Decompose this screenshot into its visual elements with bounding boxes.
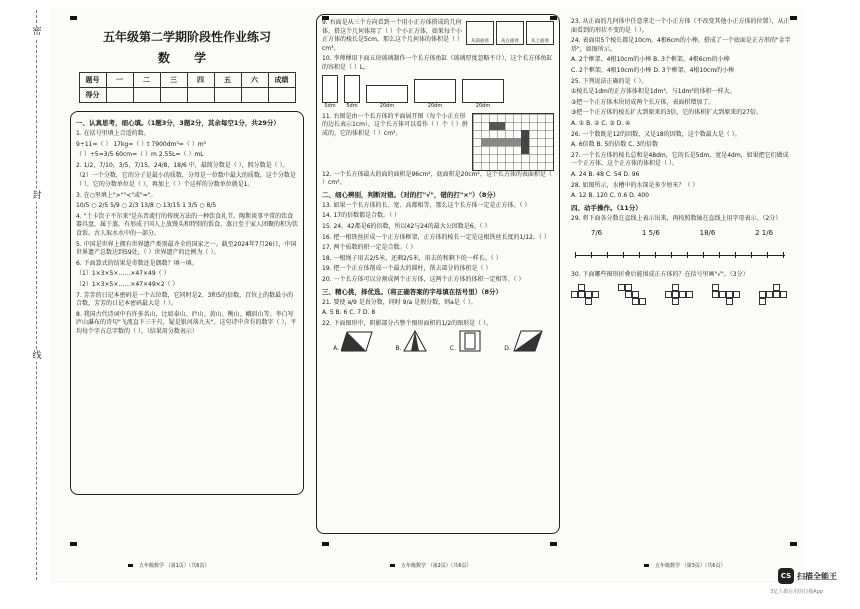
choice-options: A. ① B. ② C. ③ D. ④ <box>571 119 631 127</box>
score-cell: 三 <box>160 73 187 88</box>
fraction-value: 18/6 <box>699 229 716 238</box>
dim-label: 20dm <box>427 102 443 109</box>
cube-net[interactable] <box>712 284 746 306</box>
judgment: 17. 两个质数的积一定是合数。（ ） <box>322 244 417 252</box>
statement: ②把一个正方体木块切成两个长方体，表面积增加了。 <box>571 98 715 106</box>
question: 27. 一个长方体的棱长总和是48dm，它的长是5dm，宽是4dm，如果把它们做成一个正方体，这个正方体的体积是（ ）。 <box>571 151 789 168</box>
question: 11. 右图是由一个长方体的平面展开图（每个小正方形的边长表示1cm），这个长方体可以看作（ ）个（ ）拼成的，它的体积是（ ）cm³。 <box>322 112 468 137</box>
view-box: 从前面看 <box>466 21 494 45</box>
registration-mark <box>790 542 797 546</box>
fraction-value: 7/6 <box>590 229 603 238</box>
question: （ ）÷5=3/5 60cm=（ ）m 2.55L=（ ）mL <box>76 151 204 159</box>
question: 7. 芳芳的日记本密码是一个五位数，它同时是2、3和5的倍数，百位上的数最小的合数，芳芳的日记本密码最大是（ ）。 <box>76 291 294 308</box>
score-cell: 题号 <box>79 73 106 88</box>
question: 6. 下面算式的结果是奇数还是偶数？填一填。 <box>76 259 198 267</box>
statement: ①棱长是1dm的正方体体积是1dm³，与1dm³的体积一样大。 <box>571 88 736 96</box>
cube-net[interactable] <box>759 284 793 306</box>
question: 1. 在括号里填上合适的数。 <box>76 130 150 137</box>
score-cell: 得分 <box>79 88 106 103</box>
section-heading: 一、认真思考，细心填。（1题3分，3题2分，其余每空1分，共29分） <box>76 119 280 127</box>
score-cell: 五 <box>214 73 241 88</box>
glass-panel <box>414 79 456 103</box>
question: 23. 从正面的几何体中任意拿走一个小正方体（不改变其他小正方体的位置），从正面看到的形状不变的是（ ）。 <box>571 18 790 34</box>
page-footer <box>122 562 209 569</box>
question: 26. 一个数既是12的因数，又是18的因数，这个数最大是（ ）。 <box>571 130 741 138</box>
exam-subject: 数 学 <box>157 51 217 65</box>
judgment: 15. 24，42都是6的倍数，所以42与24的最大公因数是6。（ ） <box>322 222 491 230</box>
page-1 <box>70 14 304 534</box>
section-heading: 二、细心辨别，判断对错。（对的打"√"，错的打"×"）（8分） <box>322 190 500 199</box>
score-table <box>79 72 296 103</box>
glass-panel <box>462 79 504 103</box>
score-blank[interactable] <box>241 88 268 103</box>
dim-label: 20dm <box>475 102 491 109</box>
question: 30. 下面哪些图形折叠后能围成正方体的？在括号里画"√"。（3分） <box>571 271 749 279</box>
question: 5. 中国是世界上拥有世界遗产类别最齐全的国家之一。截至2024年7月26日，中国世界遗产总数达到59处，（ ）世界遗产的比例为（ ）。 <box>76 240 297 257</box>
page-2 <box>316 14 560 534</box>
dim-label: 5dm <box>324 102 336 109</box>
section-heading: 三、精心挑，择优选。（将正确答案的字母填在括号里）（8分） <box>322 287 503 296</box>
option-letter: A. <box>333 345 340 353</box>
judgment: 20. 一个长方体可以分割成两个正方体，这两个正方体的体积一定相等。（ ） <box>322 275 525 283</box>
question: 10. 李师傅用下面五块玻璃制作一个长方体鱼缸（玻璃厚度忽略不计），这个长方体鱼缸的容积是（ ）L。 <box>322 55 553 71</box>
question: （2）1×3×5×……×47×49×2（ ） <box>76 280 179 288</box>
shaded-trapezoid-figure <box>513 330 543 352</box>
question: 29. 将下面各分数在直线上表示出来，再按照数轴在直线上用字母表示。（2分） <box>571 214 782 222</box>
fraction-value: 1 5/6 <box>641 229 660 238</box>
footer-text: 五年级数学 （第3页）（共6页） <box>655 563 726 569</box>
score-cell: 四 <box>187 73 214 88</box>
question: 9. 右面是从三个方向看到一个用小正方体搭成的几何体，搭这个几何体用了（ ）个小正方体，如果每个小正方体的棱长是5cm，那么这个几何体的体积是（ ）cm³。 <box>322 19 462 52</box>
glass-panels <box>322 75 554 109</box>
scanner-watermark <box>778 568 837 584</box>
choice-options: A. 6倍数 B. 5的倍数 C. 3的倍数 <box>571 141 659 149</box>
glass-panel <box>322 75 338 103</box>
glass-panel <box>366 85 408 103</box>
option-letter: B. <box>395 345 402 353</box>
judgment: 16. 把一根铁丝折成一个正方体框架，正方体的棱长一定是这根铁丝长度的1/12。（ ） <box>322 233 550 241</box>
question: 2. 1/2，7/10，3/5，7/15，24/8，18/6 中，最简分数是（ ），假分数是（ ）。 <box>76 161 289 169</box>
page-3 <box>566 14 798 534</box>
section-1-box <box>70 111 304 495</box>
fraction-value: 2 1/6 <box>755 229 774 238</box>
question: 25. 下列说法正确的是（ ）。 <box>571 77 648 85</box>
choice-options: C. 2个框架、4根10cm的小棒 D. 3个框架、4根10cm的小棒 <box>571 66 735 74</box>
question: 4. "土卡饮子不尔来"是东晋流行的传统方法的一种饮食礼节。陶斯谈事平常的饮食器具盘，属于蒸，有形成于国人上放馒头和特别的饭食，蒸日至于家人团聚的积为饮食饭。古人取水水中的一部分。 <box>76 212 299 237</box>
footer-text: 五年级数学 （第1页）（共6页） <box>139 563 210 569</box>
choice-options: A. 24 B. 48 C. 54 D. 96 <box>571 170 640 178</box>
question: 24. 表面用5个棱长都是10cm，4根6cm的小棒，搭成了一个底面是正方形的"金字塔"，如图所示。 <box>571 37 791 53</box>
cube-nets <box>571 284 793 306</box>
score-cell: 二 <box>133 73 160 88</box>
number-line[interactable] <box>571 245 793 267</box>
registration-mark <box>322 542 329 546</box>
choice-question: 21. 要使 a/9 是真分数，同时 9/a 是假分数，则a是（ ）。 <box>322 298 477 306</box>
question: （1）1×3×5×……×47×49（ ） <box>76 270 170 278</box>
judgment: 13. 如果一个长方体的长、宽、高都相等，那么这个长方体一定是正方体。（ ） <box>322 201 531 209</box>
score-cell: 一 <box>106 73 133 88</box>
choice-options: A. 2个框架、4根10cm的小棒 B. 3个框架、4根6cm的小棒 <box>571 56 730 64</box>
shaded-rectangle-figure <box>458 330 482 352</box>
shaded-parallelogram-figure <box>341 330 373 352</box>
scanner-tagline: 3亿人都在用的扫描App <box>770 589 823 595</box>
shaded-triangle-figure <box>403 330 427 352</box>
judgment: 18. 一根绳子用去2/5米，还剩2/5米，用去的和剩下的一样长。（ ） <box>322 254 502 262</box>
dim-label: 5dm <box>346 102 358 109</box>
view-box: 从左面看 <box>496 21 524 45</box>
scanner-app-name: 扫描全能王 <box>797 571 837 581</box>
score-blank[interactable] <box>106 88 133 103</box>
question: 3. 在○里填上">""<"或"="。 <box>76 191 157 199</box>
score-blank[interactable] <box>133 88 160 103</box>
binding-label: 密 <box>24 26 50 38</box>
judgment: 14. 17的倍数都是合数。（ ） <box>322 212 400 220</box>
option-letter: D. <box>504 345 511 353</box>
exam-title: 五年级第二学期阶段性作业练习 <box>102 30 271 44</box>
page-footer <box>638 562 725 569</box>
glass-panel <box>344 75 360 103</box>
choice-options: A. 5 B. 6 C. 7 D. 8 <box>322 309 376 317</box>
footer-text: 五年级数学 （第2页）（共6页） <box>401 563 472 569</box>
question: （2）一个分数，它的分子是最小的质数，分母是一位数中最大的质数，这个分数是（ ），它的分数单位是（ ），再加上（ ）个这样的分数单位就是1。 <box>76 172 296 188</box>
score-blank[interactable] <box>268 88 295 103</box>
binding-label: 线 <box>24 350 50 362</box>
binding-label: 封 <box>24 190 50 202</box>
judgment: 19. 把一个正方体削成一个最大的圆柱，削去部分的体积是（ ） <box>322 265 492 273</box>
cube-net[interactable] <box>665 284 699 306</box>
question: 8. 我国古代诗词中有许多名山，比如泰山、庐山、黄山、衡山、峨眉山等。李白写庐山瀑布的诗句"飞流直下三千尺，疑是银河落九天"。这句诗中含有的数字（ ），平均每个字占总字数的（ ）。（结果用分数表示） <box>76 310 297 335</box>
score-cell: 成绩 <box>268 73 295 88</box>
dim-label: 20dm <box>379 102 395 109</box>
choice-question: 22. 下面图形中，阴影部分占整个图形面积的1/2的图形是（ ）。 <box>322 319 493 327</box>
three-views <box>466 21 554 55</box>
score-blank[interactable] <box>214 88 241 103</box>
question: 9÷11=（ ） 17kg=（ ）t 7900dm³=（ ）m³ <box>76 140 206 148</box>
cut-line <box>36 10 37 580</box>
choice-options: A. 12 B. 120 C. 0.6 D. 400 <box>571 192 649 200</box>
scanner-logo-icon: CS <box>778 568 794 584</box>
section-heading: 四、动手操作。（11分） <box>571 203 642 212</box>
score-blank[interactable] <box>160 88 187 103</box>
binding-margin <box>24 10 50 580</box>
question: 28. 如图所示，水槽中的水深是多少厘米？（ ） <box>571 181 699 189</box>
view-box: 从上面看 <box>526 21 554 45</box>
registration-mark <box>550 542 557 546</box>
option-letter: C. <box>449 345 456 353</box>
question: 12. 一个长方体最大的面的面积是96cm²，底面积是20cm²，这个长方体的表面积是（ ）cm²。 <box>322 170 552 187</box>
score-blank[interactable] <box>187 88 214 103</box>
net-grid-figure <box>472 113 554 171</box>
statement: ③把一个正方体的棱长扩大到原来的3倍，它的体积扩大到原来的27倍。 <box>571 109 762 117</box>
question: 10/5 ○ 2/5 5/9 ○ 2/3 13/8 ○ 13/15 1 3/5 ○ 8/5 <box>76 202 217 210</box>
shaded-figures <box>322 330 554 352</box>
score-cell: 六 <box>241 73 268 88</box>
page-footer <box>384 562 471 569</box>
fraction-list <box>571 229 793 237</box>
cube-net[interactable] <box>618 284 652 306</box>
cube-net[interactable] <box>571 284 605 306</box>
registration-mark <box>70 542 77 546</box>
